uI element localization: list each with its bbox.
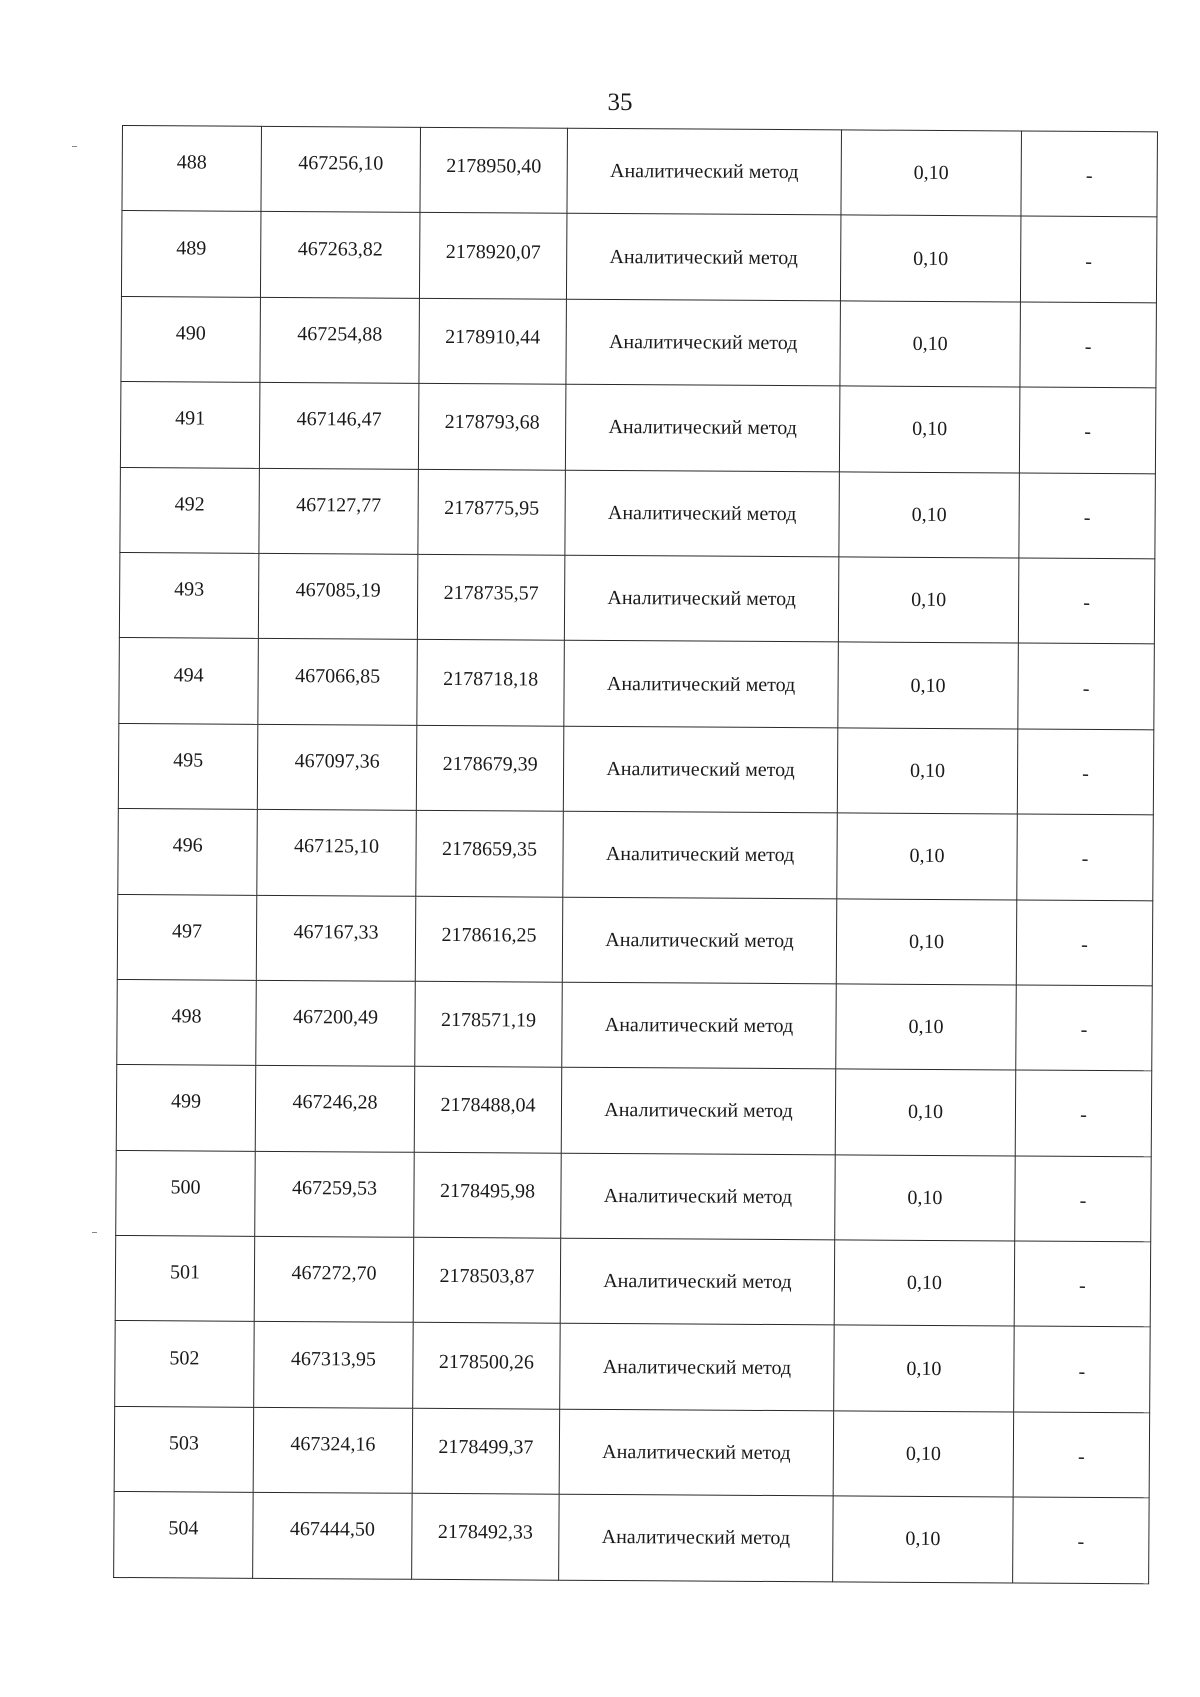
note-cell <box>1018 558 1155 644</box>
point-number-cell-text: 497 <box>172 920 203 943</box>
table-row <box>119 552 1155 644</box>
method-cell <box>566 299 841 386</box>
note-cell <box>1019 473 1156 559</box>
y-coordinate-cell <box>413 1237 561 1323</box>
accuracy-cell-text: 0,10 <box>910 674 946 697</box>
method-cell-text: Аналитический метод <box>606 757 795 782</box>
note-cell-text: - <box>1077 1531 1085 1554</box>
table-row <box>120 467 1156 559</box>
method-cell-text: Аналитический метод <box>607 501 797 525</box>
accuracy-cell-text: 0,10 <box>907 1186 943 1209</box>
note-cell-text: - <box>1079 1189 1087 1212</box>
note-cell-text: - <box>1084 421 1092 444</box>
method-cell <box>564 555 839 642</box>
x-coordinate-cell-text: 467200,49 <box>292 1006 379 1029</box>
accuracy-cell-text: 0,10 <box>912 418 948 441</box>
table-row <box>115 1236 1151 1328</box>
accuracy-cell <box>837 813 1018 899</box>
method-cell-text: Аналитический метод <box>605 843 795 867</box>
method-cell-text: Аналитический метод <box>604 1014 794 1038</box>
note-cell-text: - <box>1080 1018 1088 1042</box>
method-cell <box>565 470 840 557</box>
point-number-cell-text: 503 <box>168 1432 200 1455</box>
method-cell <box>565 384 840 471</box>
point-number-cell <box>120 467 260 553</box>
x-coordinate-cell-text: 467246,28 <box>292 1091 378 1115</box>
point-number-cell-text: 498 <box>171 1005 202 1028</box>
note-cell <box>1015 1070 1152 1156</box>
note-cell <box>1013 1412 1150 1498</box>
method-cell <box>561 1153 836 1240</box>
x-coordinate-cell <box>256 980 416 1066</box>
y-coordinate-cell-text: 2178500,26 <box>438 1350 535 1374</box>
method-cell <box>561 1068 836 1155</box>
note-cell-text: - <box>1081 848 1089 871</box>
point-number-cell <box>122 126 262 212</box>
accuracy-cell <box>835 1069 1016 1155</box>
y-coordinate-cell-text: 2178503,87 <box>439 1265 535 1288</box>
method-cell <box>560 1324 835 1411</box>
accuracy-cell-text: 0,10 <box>905 1528 941 1551</box>
method-cell <box>567 128 842 215</box>
table-row <box>118 809 1154 901</box>
method-cell-text: Аналитический метод <box>603 1184 793 1208</box>
method-cell-text: Аналитический метод <box>603 1270 792 1294</box>
x-coordinate-cell <box>257 724 417 810</box>
point-number-cell-text: 488 <box>176 151 207 174</box>
method-cell-text: Аналитический метод <box>601 1526 791 1550</box>
x-coordinate-cell <box>257 809 417 895</box>
x-coordinate-cell <box>259 383 419 469</box>
note-cell-text: - <box>1084 335 1092 358</box>
y-coordinate-cell-text: 2178775,95 <box>444 496 540 520</box>
y-coordinate-cell <box>417 640 565 726</box>
note-cell <box>1015 1156 1152 1242</box>
note-cell <box>1020 302 1157 388</box>
table-row <box>120 382 1156 474</box>
x-coordinate-cell <box>260 297 420 383</box>
point-number-cell <box>121 296 261 382</box>
point-number-cell <box>114 1406 254 1492</box>
y-coordinate-cell <box>413 1323 561 1409</box>
y-coordinate-cell <box>412 1494 560 1580</box>
x-coordinate-cell <box>255 1151 415 1237</box>
point-number-cell-text: 495 <box>173 749 204 772</box>
point-number-cell-text: 499 <box>170 1090 202 1113</box>
method-cell-text: Аналитический метод <box>607 587 796 611</box>
y-coordinate-cell-text: 2178492,33 <box>437 1521 533 1544</box>
point-number-cell <box>117 979 257 1065</box>
x-coordinate-cell-text: 467272,70 <box>291 1262 377 1285</box>
point-number-cell-text: 490 <box>175 322 206 345</box>
method-cell <box>566 214 841 301</box>
table-row <box>115 1321 1151 1413</box>
y-coordinate-cell-text: 2178488,04 <box>440 1094 536 1118</box>
accuracy-cell <box>840 301 1021 387</box>
x-coordinate-cell-text: 467313,95 <box>290 1347 377 1371</box>
x-coordinate-cell-text: 467263,82 <box>297 237 383 261</box>
note-cell-text: - <box>1079 1275 1086 1298</box>
method-cell <box>562 982 837 1069</box>
point-number-cell-text: 489 <box>176 236 207 260</box>
table-row <box>114 1492 1150 1584</box>
accuracy-cell <box>833 1496 1014 1582</box>
accuracy-cell-text: 0,10 <box>906 1357 942 1380</box>
method-cell-text: Аналитический метод <box>602 1441 791 1465</box>
scan-speck <box>92 1232 97 1233</box>
x-coordinate-cell <box>253 1407 413 1493</box>
x-coordinate-cell-text: 467259,53 <box>291 1176 378 1200</box>
point-number-cell <box>114 1492 254 1578</box>
note-cell-text: - <box>1081 933 1088 956</box>
accuracy-cell <box>835 1155 1016 1241</box>
table-row <box>117 979 1153 1071</box>
x-coordinate-cell-text: 467146,47 <box>296 408 382 431</box>
table-row <box>116 1150 1152 1242</box>
accuracy-cell <box>839 471 1020 557</box>
y-coordinate-cell-text: 2178616,25 <box>441 923 537 947</box>
point-number-cell <box>117 894 257 980</box>
x-coordinate-cell-text: 467167,33 <box>293 920 379 944</box>
table-row <box>121 211 1157 303</box>
accuracy-cell-text: 0,10 <box>911 588 947 612</box>
note-cell-text: - <box>1083 592 1090 615</box>
x-coordinate-cell <box>253 1493 413 1579</box>
method-cell <box>560 1238 835 1325</box>
x-coordinate-cell <box>254 1322 414 1408</box>
point-number-cell <box>119 638 259 724</box>
x-coordinate-cell-text: 467256,10 <box>298 152 384 175</box>
point-number-cell <box>118 809 258 895</box>
note-cell <box>1018 643 1155 729</box>
point-number-cell-text: 500 <box>170 1176 201 1199</box>
note-cell-text: - <box>1085 250 1093 273</box>
y-coordinate-cell-text: 2178793,68 <box>444 411 540 434</box>
x-coordinate-cell-text: 467097,36 <box>294 749 380 773</box>
point-number-cell-text: 492 <box>174 493 205 516</box>
y-coordinate-cell-text: 2178659,35 <box>442 838 538 861</box>
x-coordinate-cell-text: 467085,19 <box>295 579 381 602</box>
x-coordinate-cell-text: 467066,85 <box>295 664 381 688</box>
accuracy-cell <box>833 1411 1014 1497</box>
accuracy-cell-text: 0,10 <box>912 332 948 356</box>
method-cell-text: Аналитический метод <box>609 160 799 184</box>
table-row <box>117 894 1153 986</box>
note-cell-text: - <box>1085 165 1093 188</box>
note-cell <box>1019 387 1156 473</box>
accuracy-cell-text: 0,10 <box>913 247 949 270</box>
x-coordinate-cell <box>259 468 419 554</box>
y-coordinate-cell-text: 2178735,57 <box>443 582 539 605</box>
y-coordinate-cell <box>415 981 563 1067</box>
accuracy-cell-text: 0,10 <box>908 1015 944 1039</box>
note-cell-text: - <box>1080 1104 1087 1127</box>
y-coordinate-cell <box>416 810 564 896</box>
note-cell-text: - <box>1082 677 1090 700</box>
point-number-cell-text: 494 <box>173 663 204 687</box>
y-coordinate-cell <box>417 554 565 640</box>
note-cell <box>1016 985 1153 1071</box>
table-row <box>122 126 1158 218</box>
accuracy-cell-text: 0,10 <box>908 930 945 953</box>
x-coordinate-cell <box>260 212 420 298</box>
method-cell <box>564 641 839 728</box>
x-coordinate-cell <box>255 1066 415 1152</box>
note-cell-text: - <box>1082 762 1089 785</box>
method-cell <box>559 1409 834 1496</box>
y-coordinate-cell-text: 2178718,18 <box>443 667 539 691</box>
accuracy-cell <box>834 1240 1015 1326</box>
coordinates-table-body <box>114 126 1158 1584</box>
y-coordinate-cell-text: 2178910,44 <box>445 325 541 349</box>
method-cell <box>563 726 838 813</box>
note-cell <box>1017 729 1154 815</box>
method-cell <box>559 1494 834 1581</box>
table-row <box>116 1065 1152 1157</box>
note-cell <box>1020 216 1157 302</box>
note-cell <box>1014 1326 1151 1412</box>
method-cell-text: Аналитический метод <box>605 928 794 952</box>
point-number-cell-text: 491 <box>175 407 206 430</box>
y-coordinate-cell-text: 2178950,40 <box>446 155 542 178</box>
point-number-cell-text: 502 <box>169 1346 200 1370</box>
table-row <box>119 638 1155 730</box>
note-cell-text: - <box>1078 1360 1086 1383</box>
method-cell <box>562 897 837 984</box>
method-cell-text: Аналитический метод <box>602 1355 792 1379</box>
note-cell-text: - <box>1077 1445 1085 1468</box>
y-coordinate-cell <box>414 1067 562 1153</box>
x-coordinate-cell-text: 467324,16 <box>290 1433 376 1456</box>
point-number-cell-text: 504 <box>168 1517 199 1540</box>
method-cell-text: Аналитический метод <box>606 672 796 696</box>
accuracy-cell <box>838 557 1019 643</box>
note-cell <box>1021 131 1158 217</box>
method-cell-text: Аналитический метод <box>604 1099 793 1123</box>
point-number-cell <box>116 1065 256 1151</box>
page-number: 35 <box>607 89 633 116</box>
table-row <box>118 723 1154 815</box>
x-coordinate-cell <box>258 553 418 639</box>
y-coordinate-cell <box>416 725 564 811</box>
x-coordinate-cell <box>258 639 418 725</box>
point-number-cell <box>116 1150 256 1236</box>
point-number-cell <box>120 382 260 468</box>
y-coordinate-cell-text: 2178571,19 <box>440 1009 537 1032</box>
scan-speck <box>72 146 77 147</box>
accuracy-cell <box>836 984 1017 1070</box>
accuracy-cell-text: 0,10 <box>905 1442 941 1466</box>
x-coordinate-cell <box>261 126 421 212</box>
note-cell-text: - <box>1083 506 1091 529</box>
x-coordinate-cell-text: 467254,88 <box>297 323 383 346</box>
method-cell-text: Аналитический метод <box>608 416 797 440</box>
accuracy-cell <box>838 642 1019 728</box>
y-coordinate-cell <box>418 469 566 555</box>
accuracy-cell-text: 0,10 <box>907 1101 944 1124</box>
x-coordinate-cell-text: 467444,50 <box>289 1518 375 1542</box>
accuracy-cell <box>841 130 1022 216</box>
coordinates-table <box>113 125 1158 1584</box>
note-cell <box>1016 899 1153 985</box>
point-number-cell-text: 501 <box>169 1261 201 1284</box>
accuracy-cell <box>834 1325 1015 1411</box>
table-row <box>114 1406 1150 1498</box>
y-coordinate-cell <box>414 1152 562 1238</box>
method-cell-text: Аналитический метод <box>608 330 798 355</box>
note-cell <box>1013 1497 1150 1583</box>
y-coordinate-cell <box>418 383 566 469</box>
note-cell <box>1014 1241 1151 1327</box>
method-cell <box>563 811 838 898</box>
accuracy-cell-text: 0,10 <box>906 1272 943 1295</box>
point-number-cell-text: 493 <box>174 578 205 601</box>
point-number-cell <box>115 1321 255 1407</box>
point-number-cell-text: 496 <box>172 834 203 857</box>
x-coordinate-cell-text: 467127,77 <box>296 493 382 517</box>
accuracy-cell <box>840 215 1021 301</box>
x-coordinate-cell <box>256 895 416 981</box>
y-coordinate-cell-text: 2178495,98 <box>439 1179 536 1203</box>
y-coordinate-cell <box>415 896 563 982</box>
x-coordinate-cell <box>254 1236 414 1322</box>
accuracy-cell <box>836 898 1017 984</box>
table-row <box>121 296 1157 388</box>
accuracy-cell-text: 0,10 <box>910 759 946 782</box>
accuracy-cell-text: 0,10 <box>913 162 949 185</box>
accuracy-cell-text: 0,10 <box>909 845 945 868</box>
y-coordinate-cell <box>420 127 568 213</box>
accuracy-cell <box>839 386 1020 472</box>
y-coordinate-cell-text: 2178499,37 <box>438 1436 534 1459</box>
accuracy-cell-text: 0,10 <box>911 503 947 526</box>
y-coordinate-cell <box>419 298 567 384</box>
accuracy-cell <box>837 728 1018 814</box>
point-number-cell <box>115 1236 255 1322</box>
y-coordinate-cell <box>412 1408 560 1494</box>
note-cell <box>1017 814 1154 900</box>
point-number-cell <box>119 552 259 638</box>
y-coordinate-cell-text: 2178679,39 <box>442 752 538 776</box>
y-coordinate-cell-text: 2178920,07 <box>445 240 541 264</box>
point-number-cell <box>118 723 258 809</box>
point-number-cell <box>121 211 261 297</box>
x-coordinate-cell-text: 467125,10 <box>294 835 380 858</box>
y-coordinate-cell <box>419 213 567 299</box>
method-cell-text: Аналитический метод <box>609 245 798 269</box>
